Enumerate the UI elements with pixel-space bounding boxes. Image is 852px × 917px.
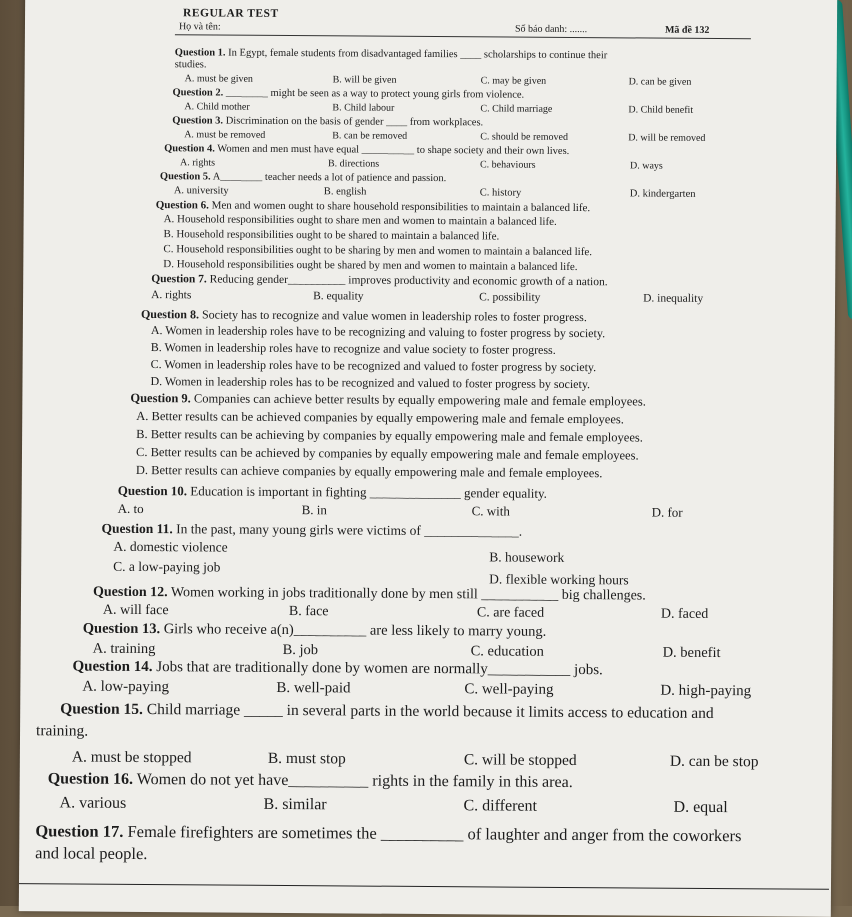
answer-option: C. should be removed bbox=[480, 131, 569, 143]
answer-option: D. benefit bbox=[662, 644, 721, 662]
question-stem: Question 9. Companies can achieve better results by equally empowering male and female employees. bbox=[130, 390, 646, 409]
question-stem: Question 2. ________ might be seen as a way to protect young girls from violence. bbox=[172, 87, 525, 101]
answer-option: B. Women in leadership roles have to recognize and value society to foster progress. bbox=[150, 340, 556, 357]
question-stem: Question 10. Education is important in fighting ______________ gender equality. bbox=[117, 482, 547, 501]
answer-option: C. may be given bbox=[480, 75, 547, 87]
answer-option: C. education bbox=[470, 643, 544, 660]
answer-option: C. history bbox=[479, 187, 522, 199]
answer-option: C. well-paying bbox=[464, 681, 554, 698]
question-number: Question 13. bbox=[82, 620, 161, 638]
answer-option: B. job bbox=[282, 641, 319, 659]
answer-option: C. possibility bbox=[479, 291, 541, 304]
answer-option: C. will be stopped bbox=[463, 751, 577, 770]
answer-option: D. can be stop bbox=[669, 752, 759, 771]
question-stem: Question 13. Girls who receive a(n)__________ are less likely to marry young. bbox=[82, 620, 547, 640]
answer-option: B. Child labour bbox=[332, 102, 395, 114]
question-number: Question 17. bbox=[35, 821, 124, 841]
answer-option: B. english bbox=[323, 186, 367, 198]
question-stem-continued: studies. bbox=[174, 59, 207, 71]
question-stem: Question 8. Society has to recognize and value women in leadership roles to foster progress. bbox=[140, 306, 587, 325]
question-stem: Question 16. Women do not yet have__________ rights in the family in this area. bbox=[47, 770, 573, 792]
question-number: Question 1. bbox=[174, 47, 226, 59]
answer-option: A. will face bbox=[102, 602, 169, 619]
question-stem: Question 17. Female firefighters are sometimes the __________ of laughter and anger from the coworkers bbox=[35, 821, 742, 846]
question-stem: Question 3. Discrimination on the basis of gender ____ from workplaces. bbox=[172, 115, 484, 129]
answer-option: D. kindergarten bbox=[629, 188, 696, 200]
question-stem: Question 4. Women and men must have equal __________ to shape society and their own lives. bbox=[164, 143, 570, 157]
answer-option: A. Household responsibilities ought to share men and women to maintain a balanced life. bbox=[163, 213, 557, 228]
answer-option: B. Better results can be achieving by companies by equally empowering male and female employees. bbox=[136, 426, 643, 445]
answer-option: A. university bbox=[173, 185, 229, 197]
question-number: Question 12. bbox=[92, 584, 168, 601]
answer-option: C. are faced bbox=[476, 605, 545, 621]
answer-option: C. Child marriage bbox=[480, 103, 553, 115]
question-stem: Question 12. Women working in jobs traditionally done by men still ___________ big challenges. bbox=[92, 584, 646, 604]
answer-option: B. will be given bbox=[332, 74, 397, 86]
question-stem: Question 15. Child marriage _____ in several parts in the world because it limits access to education and bbox=[60, 700, 714, 723]
answer-option: C. Better results can be achieved by companies by equally empowering male and female employees. bbox=[135, 444, 639, 463]
answer-option: D. flexible working hours bbox=[489, 571, 629, 588]
question-number: Question 15. bbox=[60, 700, 143, 719]
answer-option: D. will be removed bbox=[628, 132, 706, 144]
answer-option: A. must be given bbox=[184, 73, 253, 85]
answer-option: D. equal bbox=[673, 798, 728, 817]
answer-option: C. a low-paying job bbox=[113, 558, 221, 575]
answer-option: A. various bbox=[59, 794, 127, 812]
question-number: Question 5. bbox=[159, 171, 211, 183]
answer-option: B. equality bbox=[313, 290, 364, 303]
question-number: Question 3. bbox=[172, 115, 224, 127]
name-label: Họ và tên: bbox=[178, 21, 221, 33]
question-number: Question 10. bbox=[117, 482, 188, 499]
question-number: Question 6. bbox=[155, 199, 209, 212]
answer-option: B. face bbox=[288, 604, 329, 620]
answer-option: C. Women in leadership roles have to be recognized and valued to foster progress by society. bbox=[150, 357, 597, 375]
answer-option: D. inequality bbox=[643, 292, 704, 305]
question-number: Question 2. bbox=[172, 87, 224, 99]
exam-code: Mã đề 132 bbox=[664, 24, 710, 36]
test-paper bbox=[19, 0, 837, 917]
answer-option: A. to bbox=[117, 500, 144, 517]
question-stem: Question 5. A________ teacher needs a lot of patience and passion. bbox=[159, 171, 447, 185]
answer-option: B. similar bbox=[263, 795, 327, 814]
answer-option: A. low-paying bbox=[82, 678, 170, 696]
answer-option: B. Household responsibilities ought to be shared to maintain a balanced life. bbox=[163, 228, 500, 243]
answer-option: D. for bbox=[651, 504, 683, 520]
question-number: Question 9. bbox=[130, 390, 191, 406]
answer-option: B. can be removed bbox=[332, 130, 408, 142]
test-title: REGULAR TEST bbox=[183, 7, 279, 20]
answer-option: A. Better results can be achieved companies by equally empowering male and female employees. bbox=[136, 408, 624, 427]
question-stem: Question 14. Jobs that are traditionally done by women are normally___________ jobs. bbox=[72, 658, 603, 679]
answer-option: B. must stop bbox=[267, 749, 346, 768]
answer-option: A. Child mother bbox=[184, 101, 250, 113]
answer-option: D. Child benefit bbox=[628, 104, 694, 116]
answer-option: A. domestic violence bbox=[113, 538, 228, 555]
question-number: Question 16. bbox=[47, 770, 134, 788]
answer-option: A. rights bbox=[151, 289, 192, 302]
question-stem-continued: and local people. bbox=[35, 843, 148, 864]
answer-option: B. in bbox=[301, 502, 327, 518]
answer-option: B. directions bbox=[327, 158, 380, 170]
question-number: Question 4. bbox=[164, 143, 215, 155]
answer-option: D. Women in leadership roles has to be recognized and valued to foster progress by society. bbox=[150, 374, 591, 392]
answer-option: A. training bbox=[92, 640, 156, 658]
answer-option: B. housework bbox=[489, 549, 565, 565]
question-number: Question 14. bbox=[72, 658, 153, 676]
question-stem-continued: training. bbox=[35, 722, 89, 740]
footer-rule bbox=[19, 883, 829, 890]
answer-option: C. different bbox=[463, 797, 538, 815]
answer-option: D. Household responsibilities ought be shared by men and women to maintain a balanced life. bbox=[163, 258, 578, 274]
answer-option: A. must be removed bbox=[184, 129, 266, 141]
answer-option: C. with bbox=[471, 503, 510, 519]
answer-option: C. Household responsibilities ought to be sharing by men and women to maintain a balanced life. bbox=[163, 243, 593, 259]
answer-option: D. ways bbox=[629, 160, 663, 172]
answer-option: D. high-paying bbox=[660, 682, 752, 700]
answer-option: D. Better results can achieve companies by equally empowering male and female employees. bbox=[135, 462, 603, 481]
question-number: Question 11. bbox=[101, 520, 173, 537]
answer-option: D. faced bbox=[660, 606, 709, 622]
answer-option: A. must be stopped bbox=[71, 748, 192, 767]
answer-option: C. behaviours bbox=[479, 159, 536, 171]
question-stem: Question 6. Men and women ought to share household responsibilities to maintain a balanced life. bbox=[155, 199, 591, 215]
question-stem: Question 7. Reducing gender__________ improves productivity and economic growth of a nation. bbox=[151, 273, 608, 289]
answer-option: D. can be given bbox=[628, 76, 692, 88]
question-stem: Question 11. In the past, many young girls were victims of ______________. bbox=[101, 520, 523, 539]
answer-option: A. Women in leadership roles have to be recognizing and valuing to foster progress by society. bbox=[150, 323, 606, 341]
question-number: Question 7. bbox=[151, 273, 207, 286]
question-number: Question 8. bbox=[140, 306, 200, 322]
question-stem: Question 1. In Egypt, female students from disadvantaged families ____ scholarships to continue their bbox=[174, 47, 608, 62]
answer-option: B. well-paid bbox=[276, 679, 351, 697]
id-label: Số báo danh: ....... bbox=[514, 23, 588, 36]
answer-option: A. rights bbox=[179, 157, 216, 169]
